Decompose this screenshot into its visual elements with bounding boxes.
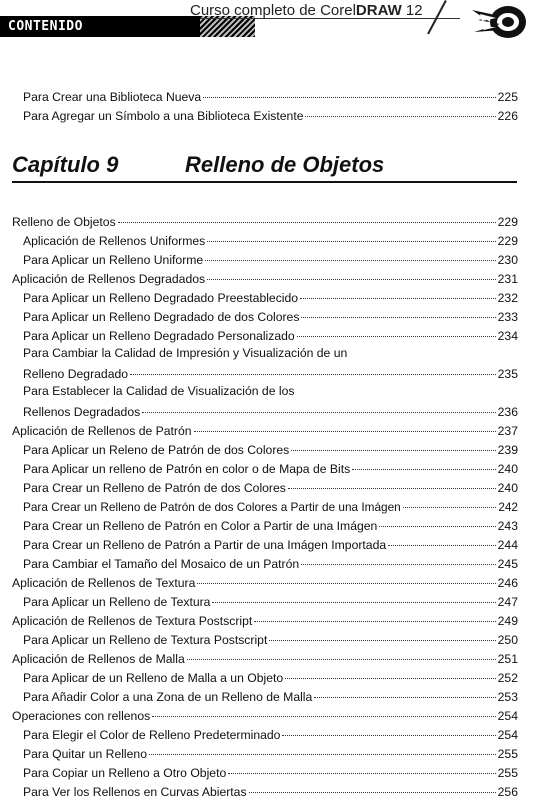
dot-leader: [388, 533, 496, 546]
dot-leader: [194, 419, 496, 432]
entry-page: 240: [497, 462, 518, 477]
entry-page: 232: [497, 291, 518, 306]
entry-page: 250: [497, 633, 518, 648]
dot-leader: [288, 476, 496, 489]
entry-title: Para Crear un Relleno de Patrón a Partir de una Imágen Importada: [23, 538, 387, 553]
entry-page: 246: [497, 576, 518, 591]
entry-title: Aplicación de Rellenos Degradados: [12, 272, 206, 287]
entry-page: 249: [497, 614, 518, 629]
book-title-prefix: Curso completo de Corel: [190, 2, 356, 19]
entry-page: 254: [497, 709, 518, 724]
toc-entry: [23, 764, 518, 780]
toc-entry: [23, 783, 518, 799]
entry-page: 247: [497, 595, 518, 610]
dot-leader: [314, 685, 495, 698]
toc-entry: [23, 232, 518, 248]
dot-leader: [282, 723, 495, 736]
toc-entry: [23, 745, 518, 761]
toc-entry: [23, 517, 518, 533]
entry-title: Relleno de Objetos: [12, 215, 116, 230]
dot-leader: [207, 229, 495, 242]
entry-title: Para Aplicar un Relleno Degradado Personalizado: [23, 329, 295, 344]
entry-page: 242: [498, 499, 518, 514]
toc-entry: [23, 251, 518, 267]
entry-page: 239: [497, 443, 518, 458]
chapter-heading: [12, 152, 517, 186]
dot-leader: [212, 590, 495, 603]
entry-title: Para Aplicar un relleno de Patrón en color o de Mapa de Bits: [23, 462, 351, 477]
entry-title: Relleno Degradado: [23, 367, 129, 382]
dot-leader: [301, 552, 495, 565]
entry-title: Para Quitar un Relleno: [23, 747, 147, 762]
entry-title: Para Aplicar un Relleno Degradado Preestablecido: [23, 291, 299, 306]
toc-entry: [23, 536, 518, 552]
toc-entry: [23, 593, 518, 609]
dot-leader: [291, 438, 495, 451]
section-label: CONTENIDO: [0, 16, 200, 37]
toc-entry: [23, 460, 518, 476]
toc-entry: [23, 688, 518, 704]
dot-leader: [352, 457, 495, 470]
entry-page: 256: [497, 785, 518, 800]
entry-page: 254: [497, 728, 518, 743]
toc-entry: [12, 650, 518, 666]
entry-title: Para Aplicar un Relleno Degradado de dos Colores: [23, 310, 300, 325]
toc-entry: [23, 308, 518, 324]
entry-title: Aplicación de Rellenos Uniformes: [23, 234, 206, 249]
book-title: [190, 2, 423, 19]
entry-page: 233: [497, 310, 518, 325]
entry-title: Para Crear un Relleno de Patrón de dos Colores: [23, 481, 286, 496]
dot-leader: [297, 324, 496, 337]
dot-leader: [249, 780, 496, 793]
entry-title: Operaciones con rellenos: [12, 709, 151, 724]
toc-entry: [23, 403, 518, 419]
dot-leader: [228, 761, 495, 774]
toc-entry: [23, 669, 518, 685]
entry-page: 251: [497, 652, 518, 667]
toc-entry: [12, 707, 518, 723]
toc-entry: [23, 327, 518, 343]
entry-page: 255: [497, 766, 518, 781]
toc-entry: [12, 213, 518, 229]
toc-entry: [23, 88, 518, 104]
entry-page: 255: [497, 747, 518, 762]
toc-entry: [12, 270, 518, 286]
entry-title: Para Aplicar un Relleno Uniforme: [23, 253, 204, 268]
toc-entry: [23, 631, 518, 647]
entry-page: 244: [497, 538, 518, 553]
entry-title: Para Crear una Biblioteca Nueva: [23, 90, 202, 105]
entry-page: 245: [497, 557, 518, 572]
toc-entry: [23, 441, 518, 457]
entry-title: Rellenos Degradados: [23, 405, 141, 420]
entry-title: Para Ver los Rellenos en Curvas Abiertas: [23, 785, 247, 800]
dot-leader: [300, 286, 496, 299]
entry-title: Aplicación de Rellenos de Textura: [12, 576, 196, 591]
toc-entry: [12, 422, 518, 438]
entry-title: Aplicación de Rellenos de Textura Postscript: [12, 614, 253, 629]
dot-leader: [142, 400, 495, 413]
toc-entry: [12, 612, 518, 628]
entry-page: 234: [497, 329, 518, 344]
dot-leader: [269, 628, 495, 641]
entry-page: 229: [497, 234, 518, 249]
entry-page: 235: [497, 367, 518, 382]
book-title-bold: DRAW: [355, 2, 402, 19]
toc-entry: [23, 365, 518, 381]
entry-page: 237: [497, 424, 518, 439]
entry-page: 236: [497, 405, 518, 420]
entry-page: 240: [497, 481, 518, 496]
entry-title: Para Añadir Color a una Zona de un Relleno de Malla: [23, 690, 313, 705]
entry-title: Para Aplicar un Releno de Patrón de dos Colores: [23, 443, 290, 458]
chapter-title: Relleno de Objetos: [185, 152, 385, 177]
entry-title-line1: Para Cambiar la Calidad de Impresión y Visualización de un: [23, 346, 348, 360]
entry-title: Para Agregar un Símbolo a una Biblioteca Existente: [23, 109, 304, 124]
dot-leader: [301, 305, 495, 318]
dot-leader: [187, 647, 496, 660]
dot-leader: [305, 104, 495, 117]
entry-title: Para Aplicar de un Relleno de Malla a un Objeto: [23, 671, 284, 686]
entry-title: Para Copiar un Relleno a Otro Objeto: [23, 766, 227, 781]
dot-leader: [118, 210, 496, 223]
dot-leader: [130, 362, 496, 375]
dot-leader: [379, 514, 495, 527]
entry-title: Para Elegir el Color de Relleno Predeterminado: [23, 728, 281, 743]
chapter-number: Capítulo 9: [12, 152, 119, 177]
toc-entry: [23, 479, 518, 495]
entry-page: 230: [497, 253, 518, 268]
dot-leader: [254, 609, 495, 622]
entry-title: Para Aplicar un Relleno de Textura: [23, 595, 211, 610]
entry-page: 229: [497, 215, 518, 230]
book-title-suffix: 12: [401, 2, 423, 19]
entry-title: Para Cambiar el Tamaño del Mosaico de un Patrón: [23, 557, 300, 572]
dot-leader: [403, 495, 497, 508]
header-stripes: [200, 16, 255, 37]
toc-entry: [23, 289, 518, 305]
entry-title: Para Crear un Relleno de Patrón en Color a Partir de una Imágen: [23, 519, 378, 534]
entry-page: 252: [497, 671, 518, 686]
dot-leader: [203, 85, 495, 98]
toc-entry: [23, 107, 518, 123]
chapter-rule: [12, 181, 517, 183]
toc-entry: [23, 726, 518, 742]
page-header: [0, 0, 533, 48]
dot-leader: [285, 666, 495, 679]
entry-page: 226: [497, 109, 518, 124]
entry-page: 253: [497, 690, 518, 705]
dot-leader: [149, 742, 496, 755]
dot-leader: [205, 248, 495, 261]
toc-entry: [23, 555, 518, 571]
entry-page: 231: [497, 272, 518, 287]
toc-entry: [12, 574, 518, 590]
entry-title: Para Crear un Relleno de Patrón de dos Colores a Partir de una Imágen: [23, 499, 401, 514]
entry-title-line1: Para Establecer la Calidad de Visualización de los: [23, 384, 295, 398]
entry-page: 225: [497, 90, 518, 105]
dot-leader: [197, 571, 495, 584]
dot-leader: [152, 704, 495, 717]
dot-leader: [207, 267, 496, 280]
entry-title: Aplicación de Rellenos de Patrón: [12, 424, 192, 439]
entry-title: Para Aplicar un Relleno de Textura Postscript: [23, 633, 268, 648]
entry-title: Aplicación de Rellenos de Malla: [12, 652, 185, 667]
entry-page: 243: [497, 519, 518, 534]
flame-logo-icon: [470, 2, 530, 42]
toc-entry: [23, 498, 518, 514]
